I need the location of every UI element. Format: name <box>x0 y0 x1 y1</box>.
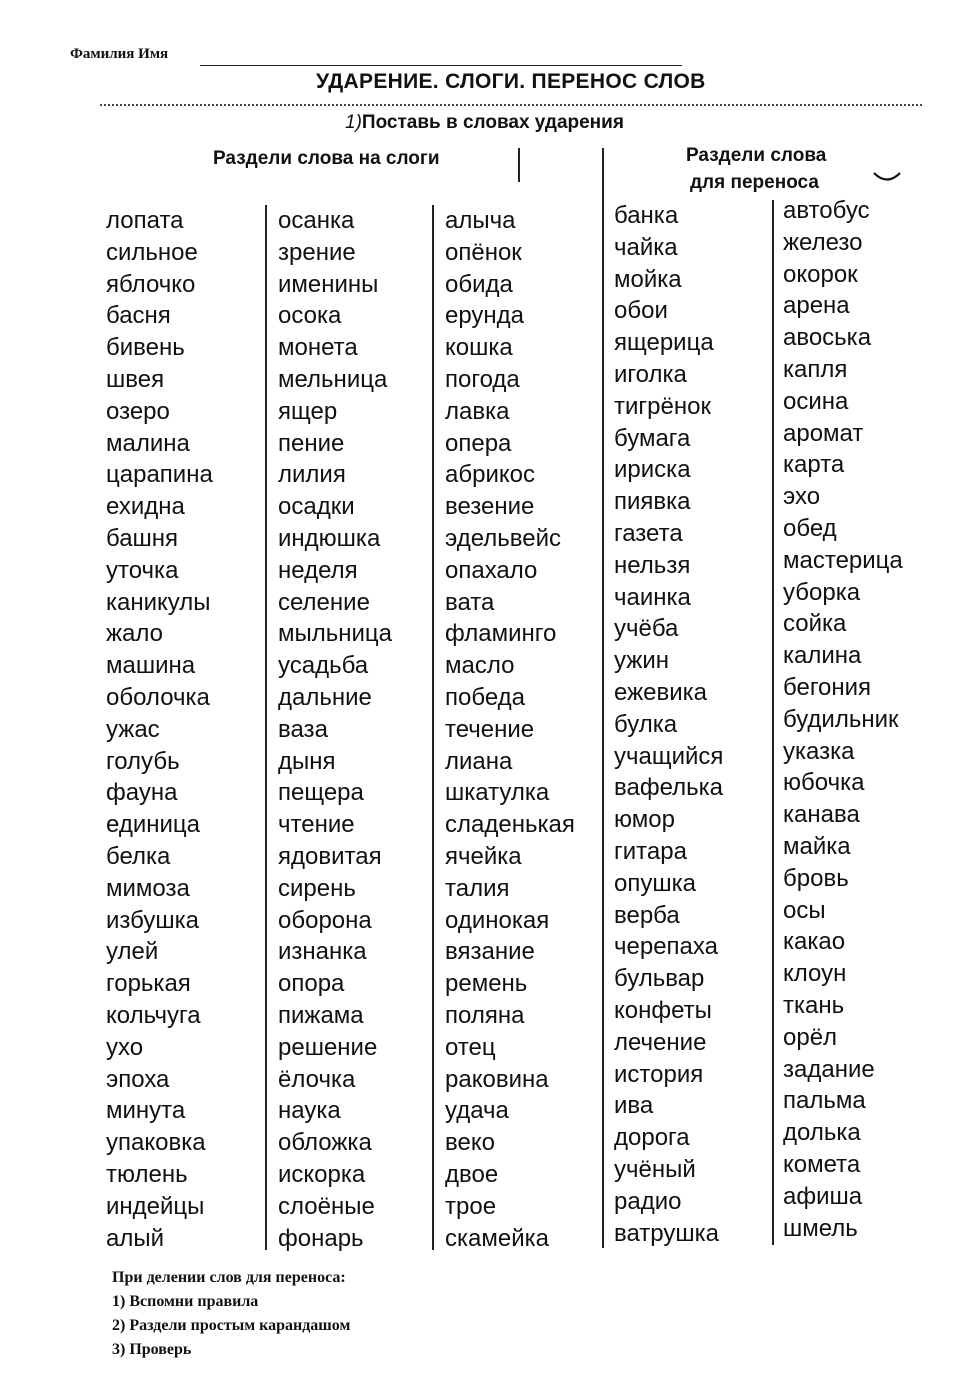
word-item: учащийся <box>614 742 724 770</box>
word-item: лавка <box>445 397 510 425</box>
word-item: масло <box>445 652 515 680</box>
word-item: ехидна <box>106 493 185 521</box>
name-write-line <box>200 65 682 66</box>
word-item: искорка <box>278 1160 366 1188</box>
word-item: ящер <box>278 397 338 425</box>
word-item: сойка <box>783 610 847 638</box>
word-item: конфеты <box>614 996 712 1024</box>
word-item: вязание <box>445 938 535 966</box>
word-item: осока <box>278 302 342 330</box>
word-item: наука <box>278 1097 341 1125</box>
word-item: ядовитая <box>278 842 382 870</box>
word-item: указка <box>783 737 855 765</box>
word-item: калина <box>783 642 862 670</box>
word-item: ткань <box>783 991 845 1019</box>
word-item: арена <box>783 292 850 320</box>
word-item: голубь <box>106 747 180 775</box>
word-item: неделя <box>278 556 358 584</box>
rules-title: При делении слов для переноса: <box>112 1269 346 1286</box>
heading-hyphenation-line2: для переноса <box>690 172 819 193</box>
word-item: минута <box>106 1097 186 1125</box>
word-item: зрение <box>278 238 356 266</box>
word-column-5 <box>783 195 903 1244</box>
word-item: лиана <box>445 747 513 775</box>
word-item: удача <box>445 1097 509 1125</box>
word-item: раковина <box>445 1065 549 1093</box>
word-item: индейцы <box>106 1192 205 1220</box>
word-item: автобус <box>783 197 870 224</box>
word-item: поляна <box>445 1001 525 1029</box>
task-1-heading <box>345 112 624 134</box>
word-item: дыня <box>278 747 336 775</box>
word-item: обед <box>783 514 837 542</box>
word-item: лопата <box>106 207 184 234</box>
word-item: кошка <box>445 334 513 362</box>
word-item: юбочка <box>783 769 865 797</box>
word-item: везение <box>445 493 535 521</box>
word-item: банка <box>614 202 679 229</box>
heading-hyphenation-line1: Раздели слова <box>686 145 827 166</box>
word-item: ива <box>614 1092 654 1120</box>
word-item: улей <box>106 938 159 966</box>
word-item: ерунда <box>445 302 525 330</box>
rule-item: 3) Проверь <box>112 1341 192 1358</box>
word-item: опора <box>278 970 345 998</box>
word-item: уборка <box>783 578 861 606</box>
word-item: радио <box>614 1187 682 1215</box>
word-item: дорога <box>614 1124 690 1152</box>
word-item: опушка <box>614 869 696 897</box>
word-item: пальма <box>783 1087 866 1115</box>
heading-mark <box>518 148 520 182</box>
word-item: иголка <box>614 360 687 388</box>
word-item: эпоха <box>106 1065 170 1093</box>
word-item: фонарь <box>278 1224 364 1252</box>
word-item: фауна <box>106 779 178 807</box>
word-item: осадки <box>278 493 355 521</box>
word-item: вафелька <box>614 774 724 802</box>
word-item: комета <box>783 1150 861 1178</box>
word-item: шкатулка <box>445 779 550 807</box>
word-item: сладенькая <box>445 811 575 839</box>
word-item: долька <box>783 1119 861 1147</box>
breve-icon <box>872 170 902 184</box>
word-item: канава <box>783 801 860 829</box>
word-item: алый <box>106 1224 165 1252</box>
word-item: озеро <box>106 397 170 425</box>
word-item: решение <box>278 1033 378 1061</box>
word-item: жало <box>106 620 164 648</box>
word-item: индюшка <box>278 524 381 552</box>
column-divider <box>602 148 604 1248</box>
word-item: избушка <box>106 906 199 934</box>
rule-item: 2) Раздели простым карандашом <box>112 1317 351 1334</box>
word-column-3 <box>445 205 575 1254</box>
word-item: опёнок <box>445 238 522 266</box>
word-item: сильное <box>106 238 198 266</box>
word-item: талия <box>445 874 510 902</box>
word-item: чаинка <box>614 583 691 611</box>
heading-hyphenation <box>686 142 866 196</box>
word-item: железо <box>783 228 863 256</box>
word-item: ириска <box>614 456 691 484</box>
column-divider <box>265 205 267 1250</box>
word-item: пижама <box>278 1001 364 1029</box>
word-item: веко <box>445 1129 495 1157</box>
task-text: Поставь в словах ударения <box>361 112 624 133</box>
word-item: мойка <box>614 265 682 293</box>
word-item: абрикос <box>445 461 535 489</box>
word-item: башня <box>106 524 179 552</box>
word-item: осина <box>783 387 849 415</box>
word-item: машина <box>106 652 196 680</box>
word-item: победа <box>445 683 525 711</box>
word-item: ужин <box>614 647 669 675</box>
word-item: ватрушка <box>614 1219 719 1247</box>
word-item: двое <box>445 1160 499 1188</box>
word-item: кольчуга <box>106 1001 201 1029</box>
word-item: лилия <box>278 461 346 489</box>
word-item: монета <box>278 334 358 362</box>
word-item: ваза <box>278 715 328 743</box>
word-item: учёный <box>614 1155 696 1183</box>
hyphenation-rules <box>112 1266 350 1362</box>
word-item: погода <box>445 365 520 393</box>
word-item: задание <box>783 1055 875 1083</box>
word-item: басня <box>106 302 171 330</box>
word-item: юмор <box>614 806 675 834</box>
word-item: именины <box>278 270 379 298</box>
name-label: Фамилия Имя <box>70 46 169 62</box>
word-item: осанка <box>278 207 355 234</box>
word-item: бегония <box>783 673 872 701</box>
page-title: УДАРЕНИЕ. СЛОГИ. ПЕРЕНОС СЛОВ <box>316 70 706 93</box>
word-item: ёлочка <box>278 1065 356 1093</box>
word-column-4 <box>614 200 723 1249</box>
word-item: ужас <box>106 715 160 743</box>
word-item: изнанка <box>278 938 367 966</box>
word-item: обои <box>614 297 668 325</box>
word-item: каникулы <box>106 588 211 616</box>
word-item: опера <box>445 429 512 457</box>
word-item: фламинго <box>445 620 557 648</box>
word-item: аромат <box>783 419 864 447</box>
word-item: течение <box>445 715 535 743</box>
word-item: ящерица <box>614 329 714 357</box>
word-item: чтение <box>278 811 355 839</box>
word-item: усадьба <box>278 652 369 680</box>
word-item: булка <box>614 710 678 738</box>
word-item: горькая <box>106 970 191 998</box>
word-item: будильник <box>783 705 899 733</box>
word-item: дальние <box>278 683 372 711</box>
word-item: лечение <box>614 1028 707 1056</box>
word-item: упаковка <box>106 1129 206 1157</box>
word-item: окорок <box>783 260 858 288</box>
word-item: единица <box>106 811 200 839</box>
word-item: малина <box>106 429 190 457</box>
word-item: вата <box>445 588 495 616</box>
word-item: пение <box>278 429 345 457</box>
word-item: отец <box>445 1033 496 1061</box>
word-item: майка <box>783 832 851 860</box>
word-item: скамейка <box>445 1224 550 1252</box>
word-item: тигрёнок <box>614 392 711 420</box>
word-item: афиша <box>783 1182 863 1210</box>
word-item: бивень <box>106 334 185 362</box>
word-item: селение <box>278 588 370 616</box>
word-item: ежевика <box>614 678 708 706</box>
word-column-2 <box>278 205 392 1254</box>
word-item: газета <box>614 519 683 547</box>
word-item: алыча <box>445 207 516 234</box>
word-item: тюлень <box>106 1160 188 1188</box>
word-item: гитара <box>614 837 687 865</box>
task-number: 1) <box>345 112 362 133</box>
word-item: капля <box>783 355 848 383</box>
word-item: оболочка <box>106 683 210 711</box>
word-item: одинокая <box>445 906 550 934</box>
word-item: обида <box>445 270 513 298</box>
word-item: какао <box>783 928 846 956</box>
word-item: ячейка <box>445 842 522 870</box>
word-item: черепаха <box>614 933 718 961</box>
column-divider <box>772 200 774 1245</box>
word-item: верба <box>614 901 680 929</box>
column-divider <box>432 205 434 1250</box>
word-item: эдельвейс <box>445 524 562 552</box>
dotted-divider <box>100 104 922 106</box>
word-item: авоська <box>783 324 872 352</box>
word-item: опахало <box>445 556 538 584</box>
word-item: мыльница <box>278 620 393 648</box>
word-item: обложка <box>278 1129 372 1157</box>
word-item: пещера <box>278 779 364 807</box>
word-item: мельница <box>278 365 388 393</box>
word-item: орёл <box>783 1023 838 1051</box>
word-item: нельзя <box>614 551 691 579</box>
word-item: ремень <box>445 970 528 998</box>
word-item: история <box>614 1060 704 1088</box>
word-item: мимоза <box>106 874 190 902</box>
word-item: мастерица <box>783 546 903 574</box>
word-item: сирень <box>278 874 356 902</box>
word-item: эхо <box>783 483 821 511</box>
word-item: швея <box>106 365 165 393</box>
word-item: ухо <box>106 1033 144 1061</box>
word-item: царапина <box>106 461 213 489</box>
rule-item: 1) Вспомни правила <box>112 1293 259 1310</box>
word-item: клоун <box>783 960 847 988</box>
word-item: уточка <box>106 556 179 584</box>
word-item: бровь <box>783 864 849 892</box>
word-column-1 <box>106 205 213 1254</box>
word-item: яблочко <box>106 270 196 298</box>
word-item: бумага <box>614 424 691 452</box>
word-item: белка <box>106 842 171 870</box>
word-item: слоёные <box>278 1192 375 1220</box>
word-item: трое <box>445 1192 497 1220</box>
word-item: шмель <box>783 1214 858 1242</box>
word-item: карта <box>783 451 845 479</box>
word-item: осы <box>783 896 826 924</box>
heading-syllables: Раздели слова на слоги <box>213 148 440 169</box>
word-item: пиявка <box>614 488 691 516</box>
word-item: оборона <box>278 906 372 934</box>
word-item: чайка <box>614 233 678 261</box>
word-item: бульвар <box>614 965 705 993</box>
word-item: учёба <box>614 615 679 643</box>
